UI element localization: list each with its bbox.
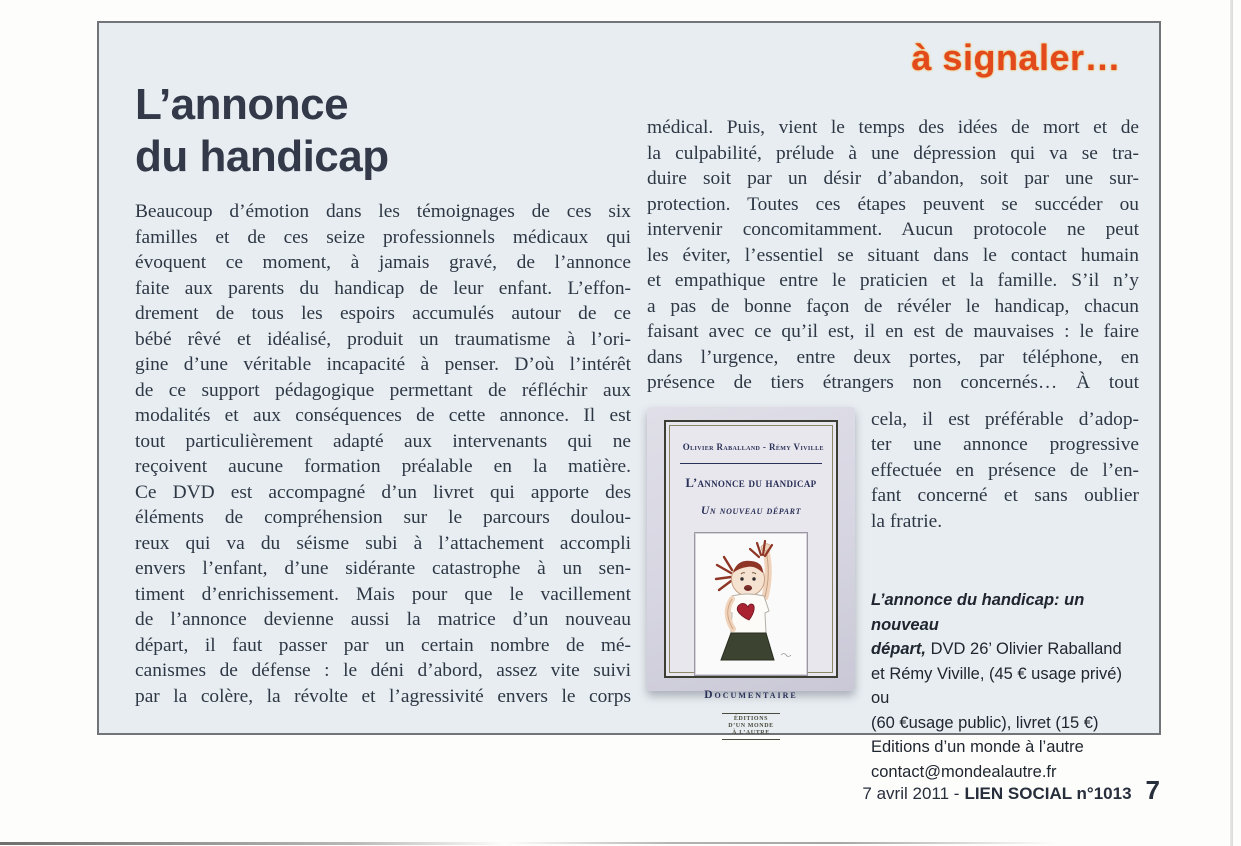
- article-title: [135, 79, 389, 183]
- publisher-line: ÉDITIONS: [733, 715, 769, 722]
- text-line: ter une annonce progressive: [871, 434, 1139, 455]
- girl-drawing: [695, 533, 805, 673]
- text-line: fant concerné et sans oublier: [871, 485, 1139, 506]
- text-line: Beaucoup d’émotion dans les témoignages de ces six: [135, 201, 631, 222]
- cover-authors: Olivier Raballand - Rémy Viville: [680, 435, 823, 465]
- text-line: et empathique entre le praticien et la famille. S’il n’y: [647, 270, 1139, 291]
- text-line: a pas de bonne façon de révéler le handicap, chacun: [647, 295, 1139, 317]
- dvd-cover: [664, 420, 838, 736]
- right-column: [647, 115, 1139, 784]
- publisher-line: D’UN MONDE: [728, 722, 774, 729]
- text-line: médical. Puis, vient le temps des idées de mort et de: [647, 117, 1139, 138]
- text-line: faisant avec ce qu’il est, il en est de mauvaises : le faire: [647, 321, 1139, 342]
- text-line: envers l’enfant, d’une sidérante catastrophe à un sen-: [135, 558, 631, 579]
- text-line: évoquent ce moment, à jamais gravé, de l’annonce: [135, 252, 631, 273]
- caption-email: contact@mondealautre.fr: [871, 762, 1057, 781]
- text-line: modalités et aux conséquences de cette annonce. Il est: [135, 405, 631, 426]
- text-line: de l’annonce devienne aussi la matrice d’un nouveau: [135, 609, 631, 630]
- scan-page-edge: [1230, 0, 1233, 846]
- text-line: cela, il est préférable d’adop-: [871, 408, 1139, 430]
- caption-text: DVD 26’ Olivier Raballand: [926, 640, 1122, 658]
- text-line: reux qui va du séisme subi à l’attachement accompli: [135, 532, 631, 554]
- left-column: [135, 199, 631, 709]
- cover-subtitle: Un nouveau départ: [700, 504, 802, 517]
- dvd-caption: [871, 588, 1143, 784]
- text-line: Ce DVD est accompagné d’un livret qui apporte des: [135, 481, 631, 503]
- text-line: dans l’urgence, entre deux portes, par téléphone, en: [647, 346, 1139, 368]
- caption-line: [871, 637, 1143, 662]
- text-line: faite aux parents du handicap de leur enfant. L’effon-: [135, 277, 631, 299]
- article-title-line2: du handicap: [135, 132, 389, 181]
- caption-line: [871, 588, 1143, 637]
- caption-line: (60 €usage public), livret (15 €): [871, 713, 1099, 732]
- text-line: canismes de défense : le déni d’abord, assez vite suivi: [135, 660, 631, 681]
- scan-artifact-bottom-left: [0, 842, 505, 845]
- figure-and-text-row: [647, 407, 1139, 785]
- text-line: effectuée en présence de l’en-: [871, 459, 1139, 481]
- page-number: 7: [1145, 775, 1160, 805]
- right-column-text: [647, 115, 1139, 396]
- cover-genre: Documentaire: [704, 689, 798, 701]
- cover-illustration: [694, 532, 808, 676]
- text-line: protection. Toutes ces étapes peuvent se succéder ou: [647, 193, 1139, 215]
- section-label: à signaler…: [911, 37, 1121, 78]
- cover-title: L’annonce du handicap: [685, 476, 817, 490]
- dvd-cover-figure: [647, 407, 855, 736]
- footer-date: 7 avril 2011 -: [862, 784, 960, 803]
- publisher-line: À L’AUTRE: [732, 729, 770, 736]
- text-line: présence de tiers étrangers non concernés… À tout: [647, 372, 1139, 393]
- cover-publisher-logo: [722, 713, 780, 740]
- caption-title: L’annonce du handicap: un nouveau: [871, 591, 1085, 634]
- text-line: intervenir concomitamment. Aucun protocole ne peut: [647, 219, 1139, 240]
- content-panel: [97, 21, 1161, 781]
- caption-title-cont: départ,: [871, 640, 927, 658]
- text-line: duire soit par un désir d’abandon, soit par une sur-: [647, 168, 1139, 189]
- text-line: familles et de ces seize professionnels médicaux qui: [135, 226, 631, 248]
- page-footer: [862, 775, 1160, 806]
- text-line: départ, il faut passer par un certain nombre de mé-: [135, 634, 631, 656]
- wrap-column-text: [871, 407, 1139, 535]
- text-line: bébé rêvé et idéalisé, produit un traumatisme à l’ori-: [135, 328, 631, 350]
- caption-line: et Rémy Viville, (45 € usage privé) ou: [871, 664, 1122, 707]
- text-line: par la colère, la révolte et l’agressivité envers le corps: [135, 685, 631, 707]
- article-title-line1: L’annonce: [135, 80, 349, 129]
- text-line: gine d’une véritable incapacité à penser. D’où l’intérêt: [135, 354, 631, 375]
- text-line: les éviter, l’essentiel se situant dans le contact humain: [647, 244, 1139, 266]
- text-line: éléments de compréhension sur le parcours doulou-: [135, 507, 631, 528]
- caption-line: Editions d’un monde à l’autre: [871, 738, 1084, 756]
- text-line: timent d’enrichissement. Mais pour que le vacillement: [135, 583, 631, 605]
- text-line: reçoivent aucune formation préalable en la matière.: [135, 456, 631, 477]
- text-line: la culpabilité, prélude à une dépression qui va se tra-: [647, 142, 1139, 164]
- text-line: drement de tous les espoirs accumulés autour de ce: [135, 303, 631, 324]
- text-line: tout particulièrement adapté aux intervenants qui ne: [135, 430, 631, 452]
- dvd-cover-inner: [669, 425, 833, 736]
- text-line: de ce support pédagogique permettant de réfléchir aux: [135, 379, 631, 401]
- text-line: la fratrie.: [871, 510, 943, 532]
- scan-artifact-bottom-mid: [505, 842, 1055, 844]
- wrap-column: [871, 407, 1139, 785]
- footer-magazine: LIEN SOCIAL n°1013: [964, 784, 1132, 803]
